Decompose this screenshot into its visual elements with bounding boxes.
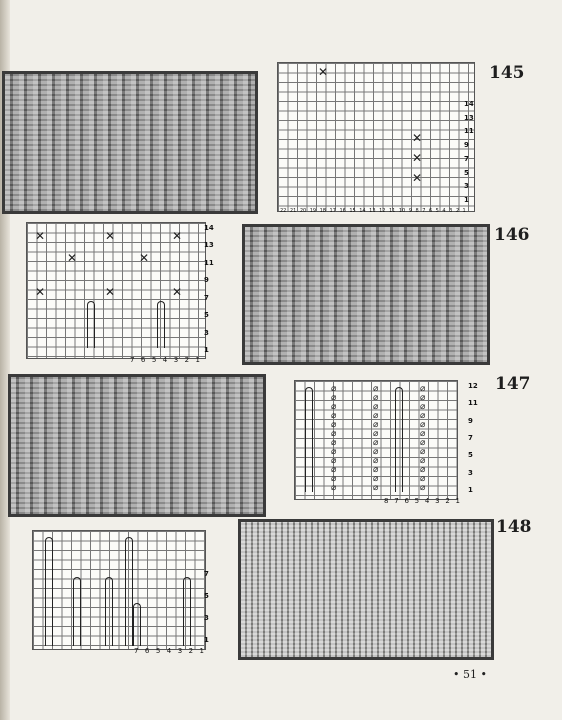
stitch-number: 13 <box>369 208 376 214</box>
stitch-number: 5 <box>435 208 439 214</box>
row-number: 11 <box>204 258 214 267</box>
knit-sample-photo-145 <box>2 71 258 214</box>
row-number: 9 <box>204 276 209 285</box>
stitch-number: 1 <box>199 647 204 655</box>
row-number: 5 <box>464 168 469 177</box>
stitch-number: 6 <box>140 356 146 364</box>
row-number: 5 <box>204 311 209 320</box>
stitch-number: 3 <box>435 497 440 505</box>
knit-sample-photo-146 <box>242 224 490 365</box>
elongated-stitch-icon <box>125 537 133 646</box>
row-number: 5 <box>204 592 209 600</box>
stitch-number: 8 <box>415 208 419 214</box>
pattern-number-145: 145 <box>489 63 525 83</box>
stitch-number: 4 <box>166 647 172 655</box>
cross-stitch-icon: ✕ <box>172 229 183 243</box>
row-number: 14 <box>464 100 474 108</box>
cross-stitch-icon: ✕ <box>318 65 329 79</box>
elongated-stitch-icon <box>157 301 165 348</box>
row-number: 1 <box>204 636 209 644</box>
row-number: 1 <box>468 485 473 494</box>
pattern-number-147: 147 <box>495 374 531 394</box>
stitch-number: 2 <box>184 356 190 364</box>
stitch-number: 9 <box>408 208 412 214</box>
row-number: 1 <box>464 195 469 204</box>
row-number: 14 <box>204 224 214 232</box>
stitch-number: 14 <box>359 208 366 214</box>
cross-stitch-icon: ✕ <box>35 229 46 243</box>
row-number: 7 <box>468 433 473 442</box>
stitch-number: 10 <box>398 208 406 214</box>
pattern-number-146: 146 <box>494 225 530 245</box>
stitch-number: 3 <box>449 208 453 214</box>
stitch-number: 1 <box>195 356 200 364</box>
elongated-stitch-icon <box>105 577 113 646</box>
stitch-number: 11 <box>388 208 396 214</box>
cross-stitch-icon: ✕ <box>139 251 150 265</box>
row-number: 3 <box>468 468 473 477</box>
stitch-number: 12 <box>379 208 386 214</box>
stitch-numbers-147 <box>384 497 460 505</box>
stitch-number: 2 <box>445 497 450 505</box>
stitch-number: 2 <box>455 208 459 214</box>
row-number: 12 <box>468 382 478 390</box>
stitch-number: 4 <box>442 208 446 214</box>
row-number: 5 <box>468 451 473 460</box>
row-number: 13 <box>464 113 474 122</box>
row-number: 1 <box>204 345 209 354</box>
stitch-number: 7 <box>130 356 135 364</box>
stitch-number: 19 <box>309 208 317 214</box>
stitch-number: 2 <box>188 647 194 655</box>
row-number: 3 <box>204 614 209 622</box>
page-number: • 51 • <box>453 668 487 681</box>
stitch-number: 1 <box>455 497 460 505</box>
stitch-number: 6 <box>404 497 409 505</box>
knit-sample-photo-148 <box>238 519 494 660</box>
stitch-number: 4 <box>162 356 168 364</box>
stitch-number: 7 <box>134 647 139 655</box>
stitch-number: 21 <box>289 208 297 214</box>
cross-stitch-icon: ✕ <box>412 171 423 185</box>
row-numbers-145 <box>464 100 474 204</box>
elongated-stitch-icon <box>87 301 95 348</box>
stitch-number: 4 <box>424 497 430 505</box>
stitch-number: 16 <box>339 208 346 214</box>
stitch-chart-147 <box>294 380 458 500</box>
cross-stitch-icon: ✕ <box>67 251 78 265</box>
stitch-number: 15 <box>349 208 356 214</box>
stitch-number: 5 <box>155 647 161 655</box>
cross-stitch-icon: ✕ <box>105 285 116 299</box>
row-number: 9 <box>464 141 469 150</box>
cross-stitch-icon: ✕ <box>412 131 423 145</box>
elongated-stitch-icon <box>395 387 403 492</box>
stitch-number: 7 <box>394 497 399 505</box>
stitch-number: 6 <box>428 208 433 214</box>
elongated-stitch-icon <box>45 537 53 646</box>
row-number: 11 <box>468 399 478 408</box>
stitch-chart-146 <box>26 222 206 359</box>
stitch-chart-145 <box>277 62 475 212</box>
row-numbers-146 <box>204 224 214 354</box>
row-number: 7 <box>204 570 209 578</box>
row-numbers-148 <box>204 570 209 644</box>
row-number: 7 <box>204 293 209 302</box>
stitch-number: 18 <box>319 208 326 214</box>
stitch-number: 3 <box>177 647 183 655</box>
loop-stitch-column-icon: ⌀ ⌀ ⌀ ⌀ ⌀ ⌀ ⌀ ⌀ ⌀ ⌀ ⌀ ⌀ <box>373 384 379 493</box>
row-number: 13 <box>204 241 214 250</box>
cross-stitch-icon: ✕ <box>172 285 183 299</box>
stitch-number: 6 <box>144 647 150 655</box>
stitch-number: 5 <box>151 356 157 364</box>
row-number: 3 <box>464 182 469 191</box>
stitch-number: 20 <box>299 208 307 214</box>
loop-stitch-column-icon: ⌀ ⌀ ⌀ ⌀ ⌀ ⌀ ⌀ ⌀ ⌀ ⌀ ⌀ ⌀ <box>331 384 337 493</box>
stitch-numbers-145 <box>280 208 466 214</box>
elongated-stitch-icon <box>133 603 141 646</box>
row-numbers-147 <box>468 382 478 494</box>
cross-stitch-icon: ✕ <box>35 285 46 299</box>
row-number: 11 <box>464 127 474 136</box>
elongated-stitch-icon <box>73 577 81 646</box>
elongated-stitch-icon <box>305 387 313 492</box>
stitch-number: 1 <box>462 208 466 214</box>
stitch-number: 5 <box>414 497 420 505</box>
stitch-numbers-146 <box>130 356 200 364</box>
elongated-stitch-icon <box>183 577 191 646</box>
row-number: 3 <box>204 328 209 337</box>
stitch-number: 3 <box>173 356 179 364</box>
stitch-chart-148 <box>32 530 206 650</box>
cross-stitch-icon: ✕ <box>412 151 423 165</box>
row-number: 9 <box>468 416 473 425</box>
loop-stitch-column-icon: ⌀ ⌀ ⌀ ⌀ ⌀ ⌀ ⌀ ⌀ ⌀ ⌀ ⌀ ⌀ <box>420 384 426 493</box>
stitch-numbers-148 <box>134 647 204 655</box>
row-number: 7 <box>464 154 469 163</box>
cross-stitch-icon: ✕ <box>105 229 116 243</box>
pattern-number-148: 148 <box>496 517 532 537</box>
stitch-number: 7 <box>422 208 426 214</box>
knit-sample-photo-147 <box>8 374 266 517</box>
stitch-number: 8 <box>384 497 389 505</box>
stitch-number: 17 <box>329 208 336 214</box>
stitch-number: 22 <box>280 208 287 214</box>
